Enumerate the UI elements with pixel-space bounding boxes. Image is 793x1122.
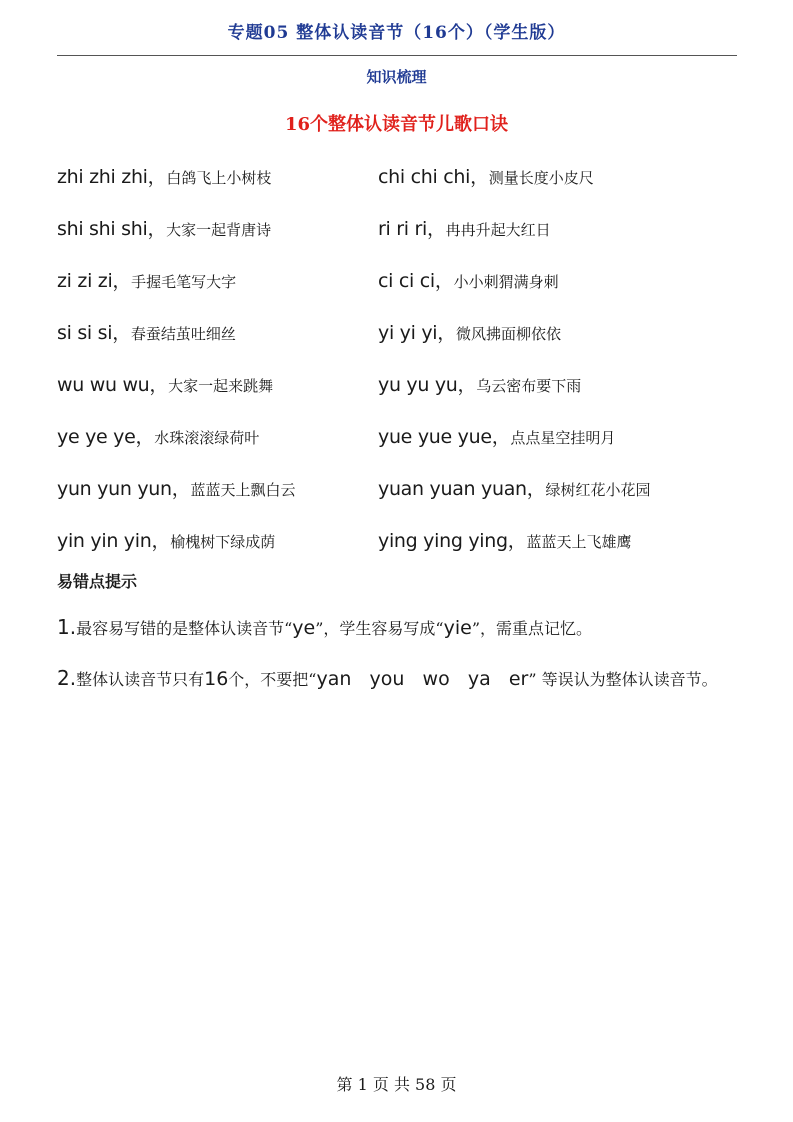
- rhyme-pinyin: ri ri ri，: [378, 218, 446, 240]
- rhyme-text: 大家一起来跳舞: [168, 377, 274, 395]
- rhyme-pinyin: yuan yuan yuan，: [378, 478, 546, 500]
- rhyme-pinyin: wu wu wu，: [57, 374, 169, 396]
- rhyme-text: 手握毛笔写大字: [131, 273, 237, 291]
- rhyme-text: 水珠滚滚绿荷叶: [154, 429, 260, 447]
- tip-2: [57, 656, 741, 702]
- rhyme-pinyin: yin yin yin，: [57, 530, 171, 552]
- rhyme-item: [57, 474, 295, 501]
- tip-text: 个，不要把“: [228, 670, 317, 689]
- tips-title: 易错点提示: [57, 572, 138, 591]
- rhyme-text: 乌云密布要下雨: [476, 377, 582, 395]
- rhyme-text: 测量长度小皮尺: [488, 169, 594, 187]
- rhyme-item: [57, 214, 271, 241]
- rhyme-pinyin: ci ci ci，: [378, 270, 454, 292]
- rhyme-item: [57, 318, 236, 345]
- tip-text: 整体认读音节只有: [76, 670, 205, 689]
- rhyme-text: 蓝蓝天上飞雄鹰: [526, 533, 632, 551]
- rhyme-pinyin: yue yue yue，: [378, 426, 511, 448]
- rhyme-row: [57, 152, 747, 204]
- rhyme-text: 绿树红花小花园: [545, 481, 651, 499]
- rhyme-row: [57, 360, 747, 412]
- rhyme-row: [57, 464, 747, 516]
- rhyme-row: [57, 204, 747, 256]
- tip-1: [57, 605, 741, 651]
- rhyme-pinyin: zi zi zi，: [57, 270, 132, 292]
- rhyme-pinyin: zhi zhi zhi，: [57, 166, 167, 188]
- tip-text: ” 等误认为整体认读音节。: [528, 670, 718, 689]
- rhyme-text: 榆槐树下绿成荫: [170, 533, 276, 551]
- rhyme-pinyin: shi shi shi，: [57, 218, 167, 240]
- tip-pinyin: ye: [292, 617, 316, 639]
- rhyme-pinyin: ying ying ying，: [378, 530, 527, 552]
- rhyme-item: [378, 370, 581, 397]
- rhyme-row: [57, 308, 747, 360]
- rhyme-item: [57, 162, 271, 189]
- rhyme-item: [57, 266, 236, 293]
- rhyme-row: [57, 256, 747, 308]
- tip-number: 2.: [57, 666, 77, 690]
- tip-pinyin: yan you wo ya er: [316, 668, 529, 690]
- rhyme-row: [57, 516, 747, 568]
- rhyme-item: [378, 474, 651, 501]
- rhyme-item: [57, 422, 259, 449]
- rhyme-pinyin: ye ye ye，: [57, 426, 155, 448]
- header-divider: [57, 55, 737, 56]
- rhyme-pinyin: yi yi yi，: [378, 322, 456, 344]
- page-header-title: 专题05 整体认读音节（16个）（学生版）: [227, 23, 566, 43]
- rhyme-list: [57, 152, 747, 568]
- rhyme-text: 小小刺猬满身刺: [453, 273, 559, 291]
- rhyme-pinyin: si si si，: [57, 322, 131, 344]
- rhyme-row: [57, 412, 747, 464]
- tip-count: 16: [204, 668, 229, 690]
- rhyme-text: 蓝蓝天上飘白云: [190, 481, 296, 499]
- rhyme-pinyin: chi chi chi，: [378, 166, 489, 188]
- rhyme-text: 春蚕结茧吐细丝: [130, 325, 236, 343]
- rhyme-pinyin: yun yun yun，: [57, 478, 191, 500]
- section-title: 知识梳理: [366, 68, 427, 86]
- tip-text: 最容易写错的是整体认读音节“: [76, 619, 293, 638]
- rhyme-pinyin: yu yu yu，: [378, 374, 477, 396]
- page-footer: 第 1 页 共 58 页: [336, 1075, 457, 1094]
- rhyme-item: [57, 370, 273, 397]
- rhyme-text: 白鸽飞上小树枝: [166, 169, 272, 187]
- rhyme-item: [378, 266, 559, 293]
- rhyme-text: 大家一起背唐诗: [166, 221, 272, 239]
- rhyme-text: 微风拂面柳依依: [455, 325, 561, 343]
- rhyme-item: [378, 214, 551, 241]
- rhyme-title: 16个整体认读音节儿歌口诀: [284, 114, 509, 135]
- rhyme-item: [378, 162, 594, 189]
- tip-number: 1.: [57, 615, 77, 639]
- rhyme-item: [378, 422, 615, 449]
- rhyme-text: 冉冉升起大红日: [445, 221, 551, 239]
- rhyme-item: [57, 526, 275, 553]
- rhyme-item: [378, 318, 561, 345]
- rhyme-text: 点点星空挂明月: [510, 429, 616, 447]
- tip-text: ”，学生容易写成“: [315, 619, 444, 638]
- tip-pinyin: yie: [443, 617, 472, 639]
- tip-text: ”，需重点记忆。: [471, 619, 592, 638]
- rhyme-item: [378, 526, 631, 553]
